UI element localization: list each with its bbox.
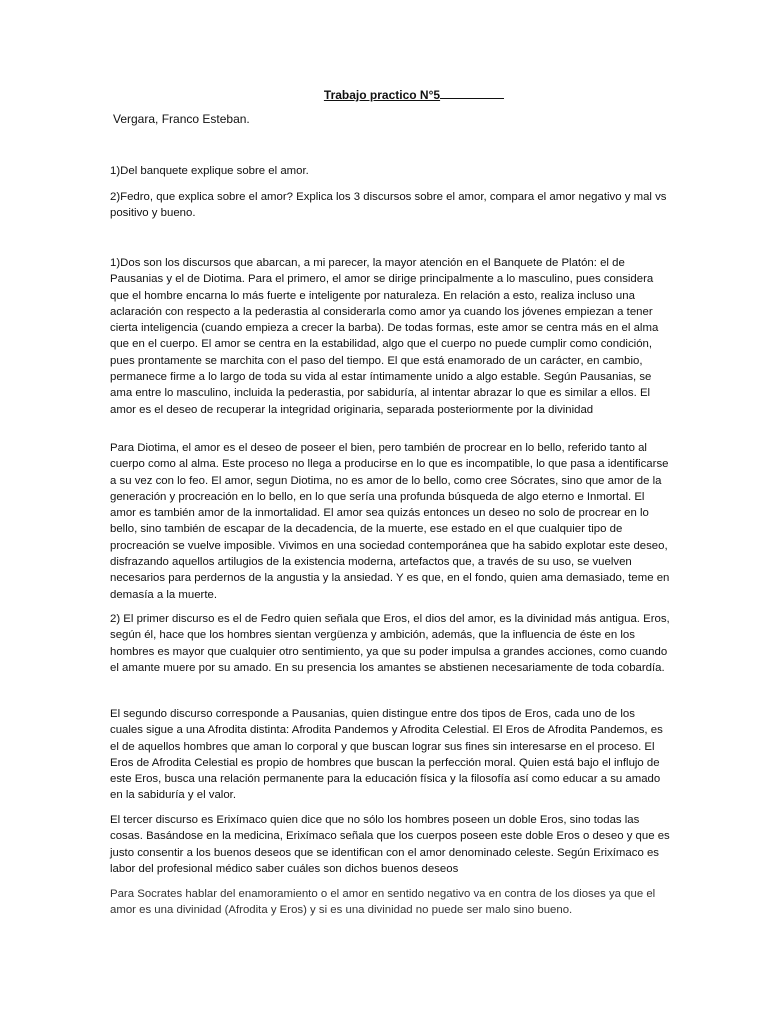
document-title-line xyxy=(0,86,768,104)
answer-paragraph-pausanias: 1)Dos son los discursos que abarcan, a mi parecer, la mayor atención en el Banquete de Platón: el de Pausanias y el de Diotima. Para el primero, el amor se dirige principalmente a lo masculino, pues considera que el hombre encarna lo más fuerte e inteligente por naturaleza. En relación a esto, realiza incluso una aclaración con respecto a la pederastia al considerarla como amor ya cuando los jóvenes empiezan a tener cierta inteligencia (cuando empieza a crecer la barba). De todas formas, este amor se centra más en el alma que en el cuerpo. El amor se centra en la estabilidad, algo que el cuerpo no puede cumplir como condición, pues prontamente se marchita con el paso del tiempo. El que está enamorado de un carácter, en cambio, permanece firme a lo largo de toda su vida al estar íntimamente unido a algo estable. Según Pausanias, se ama entre lo masculino, incluida la pederastia, por sabiduría, al intentar abrazar lo que es similar a ellos. El amor es el deseo de recuperar la integridad originaria, separada posteriormente por la divinidad xyxy=(110,257,659,416)
title-underline-blank xyxy=(440,86,504,99)
question-1: 1)Del banquete explique sobre el amor. xyxy=(110,165,309,177)
author-name: Vergara, Franco Esteban. xyxy=(113,112,250,126)
answer-paragraph-socrates: Para Socrates hablar del enamoramiento o el amor en sentido negativo va en contra de los dioses ya que el amor es una divinidad (Afrodita y Eros) y si es una divinidad no puede ser malo sino bueno. xyxy=(110,888,656,917)
answer-paragraph-eriximaco: El tercer discurso es Erixímaco quien dice que no sólo los hombres poseen un doble Eros, sino todas las cosas. Basándose en la medicina, Erixímaco señala que los cuerpos poseen este doble Eros o deseo y que es justo consentir a los buenos deseos que se identifican con el amor denominado celeste. Según Erixímaco es labor del profesional médico saber cuáles son dichos buenos deseos xyxy=(110,814,670,875)
answer-paragraph-diotima: Para Diotima, el amor es el deseo de poseer el bien, pero también de procrear en lo bello, referido tanto al cuerpo como al alma. Este proceso no llega a producirse en lo que es incompatible, lo que pasa a identificarse a su vez con lo feo. El amor, segun Diotima, no es amor de lo bello, como cree Sócrates, sino que amor de la generación y procreación en lo bello, en lo que sería una profunda búsqueda de algo eterno e Inmortal. El amor es también amor de la inmortalidad. El amor sea quizás entonces un deseo no solo de procrear en lo bello, sino también de escapar de la decadencia, de la muerte, ese estado en el que cualquier tipo de procreación se vuelve imposible. Vivimos en una sociedad contemporánea que ha sabido explotar este deseo, disfrazando aquellos artilugios de la existencia moderna, artefactos que, a través de su uso, se vuelven necesarios para perdernos de la angustia y la ansiedad. Y es que, en el fondo, quien ama demasiado, teme en demasía a la muerte. xyxy=(110,442,670,601)
answer-paragraph-pausanias-second: El segundo discurso corresponde a Pausanias, quien distingue entre dos tipos de Eros, cada uno de los cuales sigue a una Afrodita distinta: Afrodita Pandemos y Afrodita Celestial. El Eros de Afrodita Pandemos, es el de aquellos hombres que aman lo corporal y que buscan lograr sus fines sin interesarse en el proceso. El Eros de Afrodita Celestial es propio de hombres que buscan la perfección moral. Quien está bajo el influjo de este Eros, busca una relación permanente para la educación física y la filosofía así como educar a su amado en la sabiduría y el valor. xyxy=(110,708,663,802)
answer-paragraph-fedro: 2) El primer discurso es el de Fedro quien señala que Eros, el dios del amor, es la divinidad más antigua. Eros, según él, hace que los hombres sientan vergüenza y ambición, además, que la influencia de éste en los hombres es mayor que cualquier otro sentimiento, ya que su poder impulsa a grandes acciones, como cuando el amante muere por su amado. En su presencia los amantes se abstienen necesariamente de toda cobardía. xyxy=(110,613,670,674)
document-title: Trabajo practico N°5 xyxy=(323,88,441,102)
question-2: 2)Fedro, que explica sobre el amor? Explica los 3 discursos sobre el amor, compara el amor negativo y mal vs positivo y bueno. xyxy=(110,191,667,220)
